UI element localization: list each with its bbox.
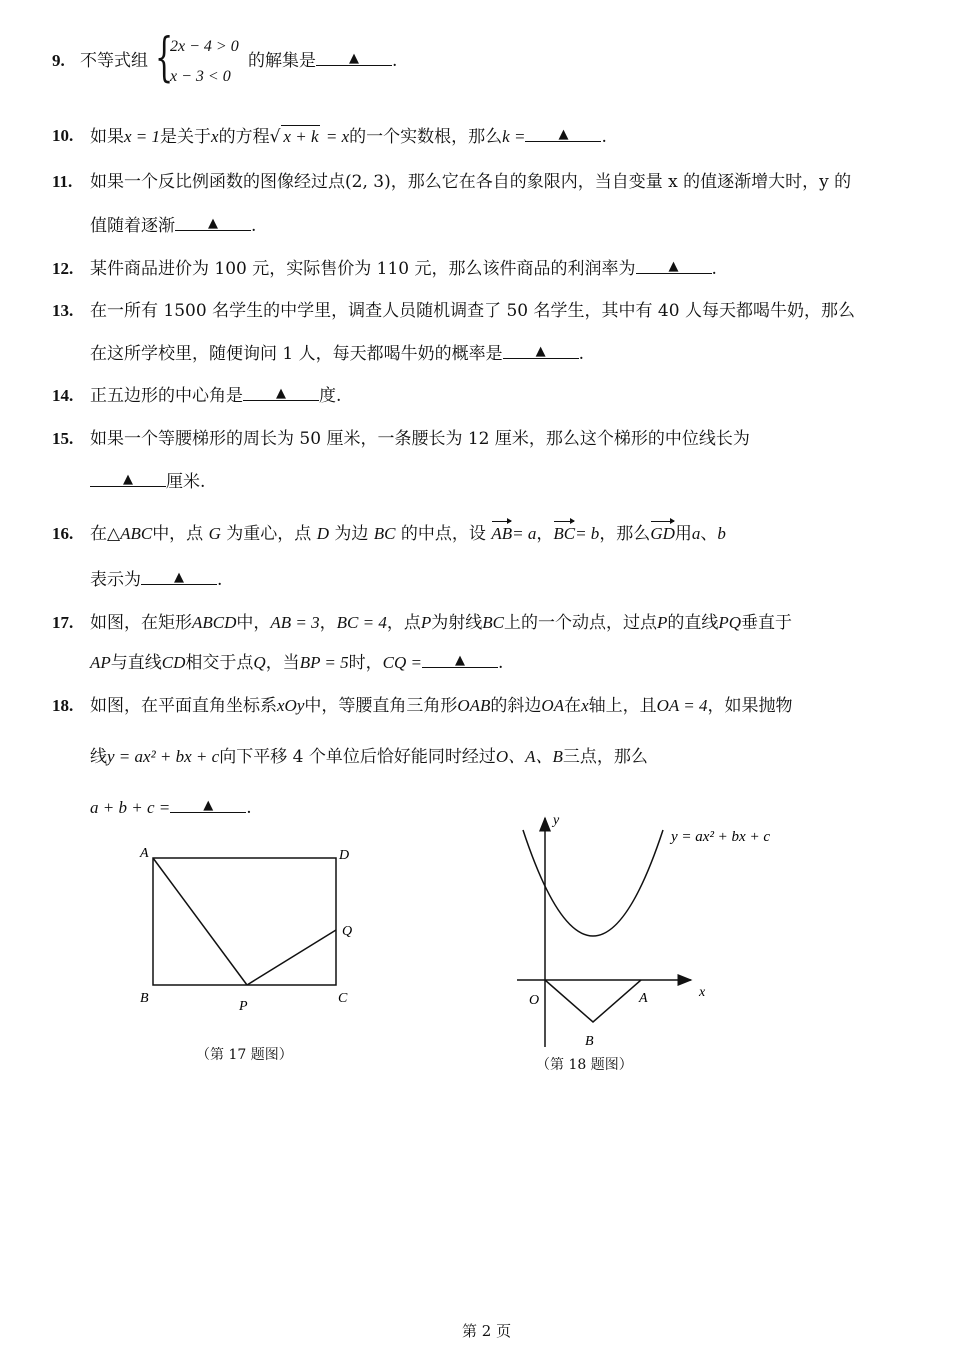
- q18-var: OAB: [457, 696, 491, 715]
- q9-inequality-2: x − 3 < 0: [170, 68, 231, 85]
- q17-text: 中，: [236, 613, 271, 633]
- q18-text: 中，等腰直角三角形: [304, 696, 458, 716]
- q17-text: ，当: [265, 653, 300, 673]
- q16-line-1: [90, 523, 726, 545]
- page-footer: 第 2 页: [462, 1322, 512, 1340]
- q10-k: k =: [502, 127, 526, 146]
- q16-number: 16.: [52, 524, 74, 543]
- q10-text: 的一个实数根，那么: [349, 127, 503, 147]
- answer-blank: [525, 127, 601, 142]
- q13-number: 13.: [52, 301, 74, 320]
- q17-text: 时，: [348, 653, 383, 673]
- q16-text: 在△: [90, 524, 121, 544]
- q18-line-1: [90, 695, 792, 717]
- q16-line-2: [90, 569, 222, 591]
- q17-var: P: [656, 613, 668, 632]
- label-a: A: [639, 991, 648, 1006]
- q12-end: .: [711, 259, 717, 279]
- q17-text: 的直线: [667, 613, 719, 633]
- q17-eq: BC = 4: [336, 613, 387, 632]
- label-q: Q: [342, 924, 353, 939]
- q18-var: xOy: [277, 696, 305, 715]
- q11-line-2: [90, 215, 256, 237]
- q13-end: .: [578, 344, 585, 364]
- q10-eq: = x: [325, 127, 350, 146]
- label-o: O: [529, 993, 540, 1008]
- segment-pq: [247, 930, 336, 985]
- q11-text: 值随着逐渐: [90, 216, 175, 236]
- triangle-oab: [545, 980, 641, 1022]
- q17-text: 为射线: [431, 613, 483, 633]
- q10-var: x: [211, 127, 219, 146]
- q10-end: .: [601, 127, 607, 147]
- q15-line-1: 如果一个等腰梯形的周长为 50 厘米，一条腰长为 12 厘米，那么这个梯形的中位线长为: [90, 429, 750, 449]
- q18-line-3: [90, 797, 252, 819]
- answer-blank: [90, 472, 166, 487]
- q18-end: .: [246, 798, 252, 818]
- q18-var: O、A、B: [495, 747, 563, 766]
- rectangle-abcd: [153, 858, 336, 985]
- parabola-equation: y = ax² + bx + c: [671, 829, 770, 845]
- q17-var: P: [420, 613, 432, 632]
- q10-text: 是关于: [160, 127, 212, 147]
- q18-number: 18.: [52, 696, 74, 715]
- q11-end: .: [251, 216, 257, 236]
- q13-text: 在这所学校里，随便询问 1 人，每天都喝牛奶的概率是: [90, 344, 503, 364]
- answer-blank: [141, 570, 217, 585]
- label-x: x: [699, 985, 706, 1000]
- q17-text: 与直线: [110, 653, 162, 673]
- q17-eq: CQ =: [382, 653, 422, 672]
- vector-bc: BC: [553, 524, 576, 543]
- q17-text: ，点: [386, 613, 421, 633]
- q18-text: 轴上，且: [588, 696, 657, 716]
- system-brace: {: [155, 28, 174, 88]
- triangle-icon: ▲: [208, 216, 218, 231]
- q16-text: ，那么: [599, 524, 651, 544]
- q11-line-1: 如果一个反比例函数的图像经过点(2, 3)，那么它在各自的象限内，当自变量 x 的值逐渐增大时，y 的: [90, 172, 852, 192]
- q17-text: 如图，在矩形: [90, 613, 192, 633]
- q16-text: 中，点: [152, 524, 204, 544]
- q16-eq: = b: [575, 524, 600, 543]
- q12-text: 某件商品进价为 100 元，实际售价为 110 元，那么该件商品的利润率为: [90, 259, 636, 279]
- q13-line-1: 在一所有 1500 名学生的中学里，调查人员随机调查了 50 名学生，其中有 40 人每天都喝牛奶，那么: [90, 301, 855, 321]
- q17-text: ，: [319, 613, 337, 633]
- q18-var: x: [581, 696, 589, 715]
- triangle-icon: ▲: [668, 259, 679, 274]
- q18-parabola-eq: y = ax² + bx + c: [107, 747, 220, 766]
- q18-text: 向下平移 4 个单位后恰好能同时经过: [219, 747, 496, 767]
- answer-blank: [316, 51, 392, 66]
- q17-var: CD: [161, 653, 186, 672]
- answer-blank: [636, 259, 712, 274]
- q10-radicand: x + k: [283, 127, 319, 146]
- q9-prefix: 不等式组: [80, 51, 148, 71]
- q14-text: 正五边形的中心角是: [90, 386, 243, 406]
- triangle-icon: ▲: [203, 798, 214, 813]
- parabola-curve: [523, 830, 663, 936]
- figure-17-caption: （第 17 题图）: [196, 1047, 293, 1063]
- triangle-icon: ▲: [535, 344, 546, 359]
- q16-text: 、: [700, 524, 718, 544]
- q16-var: D: [316, 524, 329, 543]
- q13-line-2: [90, 343, 584, 365]
- q9-suffix: [248, 50, 397, 72]
- q17-eq: AB = 3: [270, 613, 320, 632]
- vector-a: a: [691, 524, 701, 543]
- answer-blank: [243, 386, 319, 401]
- label-b: B: [585, 1034, 594, 1049]
- triangle-icon: ▲: [349, 51, 359, 66]
- q16-text: ，: [536, 524, 554, 544]
- q14-end: 度.: [319, 386, 342, 406]
- q18-var: OA: [541, 696, 565, 715]
- q9-number: 9.: [52, 51, 65, 70]
- q17-var: ABCD: [192, 613, 237, 632]
- label-b: B: [140, 991, 149, 1006]
- answer-blank: [422, 653, 498, 668]
- vector-gd: GD: [650, 524, 675, 543]
- q18-line-2: [90, 746, 648, 768]
- q12-line: [90, 258, 717, 280]
- vector-b: b: [717, 524, 726, 543]
- label-c: C: [338, 991, 348, 1006]
- q14-number: 14.: [52, 386, 74, 405]
- q16-text: 为重心，点: [226, 524, 312, 544]
- q17-end: .: [497, 653, 504, 673]
- q16-text: 为边: [334, 524, 369, 544]
- q17-var: PQ: [718, 613, 742, 632]
- label-p: P: [239, 999, 248, 1014]
- q17-text: 相交于点: [185, 653, 254, 673]
- q17-text: 上的一个动点，过点: [503, 613, 657, 633]
- q10-text: 的方程: [218, 127, 270, 147]
- q16-eq: = a: [512, 524, 537, 543]
- triangle-icon: ▲: [174, 570, 184, 585]
- q15-line-2: [90, 471, 205, 493]
- q17-number: 17.: [52, 613, 74, 632]
- label-y: y: [553, 813, 560, 828]
- q18-eq: a + b + c =: [90, 798, 171, 817]
- q17-var: AP: [90, 653, 111, 672]
- q17-line-2: [90, 652, 503, 674]
- q10-line: 如果x = 1是关于x的方程√ x + k = x的一个实数根，那么k = ▲ .: [90, 125, 607, 148]
- q15-number: 15.: [52, 429, 74, 448]
- q10-number: 10.: [52, 126, 74, 145]
- q17-eq: BP = 5: [299, 653, 349, 672]
- answer-blank: [175, 216, 251, 231]
- q16-text: 的中点，设: [400, 524, 486, 544]
- q12-number: 12.: [52, 259, 74, 278]
- answer-blank: [503, 344, 579, 359]
- triangle-icon: ▲: [558, 127, 569, 142]
- figure-18-caption: （第 18 题图）: [536, 1057, 633, 1073]
- q18-text: 在: [564, 696, 582, 716]
- q14-line: [90, 385, 341, 407]
- triangle-icon: ▲: [276, 386, 286, 401]
- q16-var: G: [208, 524, 221, 543]
- q18-text: 如图，在平面直角坐标系: [90, 696, 277, 716]
- q18-text: 线: [90, 747, 107, 767]
- q18-text: 三点，那么: [562, 747, 648, 767]
- q9-end: .: [392, 51, 398, 71]
- q17-var: Q: [253, 653, 266, 672]
- figure-18: [505, 812, 815, 1052]
- q18-text: ，如果抛物: [707, 696, 793, 716]
- q9-suffix-text: 的解集是: [248, 51, 316, 71]
- q18-text: 的斜边: [490, 696, 542, 716]
- label-a: A: [140, 846, 149, 861]
- answer-blank: [170, 798, 246, 813]
- triangle-icon: ▲: [454, 653, 465, 668]
- q16-var: BC: [373, 524, 396, 543]
- q10-eq: x = 1: [124, 127, 161, 146]
- vector-ab: AB: [491, 524, 513, 543]
- q16-end: .: [217, 570, 223, 590]
- q17-line-1: [90, 612, 792, 634]
- label-d: D: [339, 848, 350, 863]
- q16-text: 表示为: [90, 570, 141, 590]
- q11-number: 11.: [52, 172, 73, 191]
- q15-end: 厘米.: [166, 472, 206, 492]
- q16-text: 用: [674, 524, 692, 544]
- q17-var: BC: [482, 613, 504, 632]
- triangle-icon: ▲: [123, 472, 133, 487]
- q18-eq: OA = 4: [656, 696, 708, 715]
- q16-var: ABC: [120, 524, 153, 543]
- q17-text: 垂直于: [741, 613, 793, 633]
- q10-text: 如果: [90, 127, 124, 147]
- q9-inequality-1: 2x − 4 > 0: [170, 38, 239, 55]
- segment-ap: [153, 858, 247, 985]
- figure-17: [130, 840, 370, 1020]
